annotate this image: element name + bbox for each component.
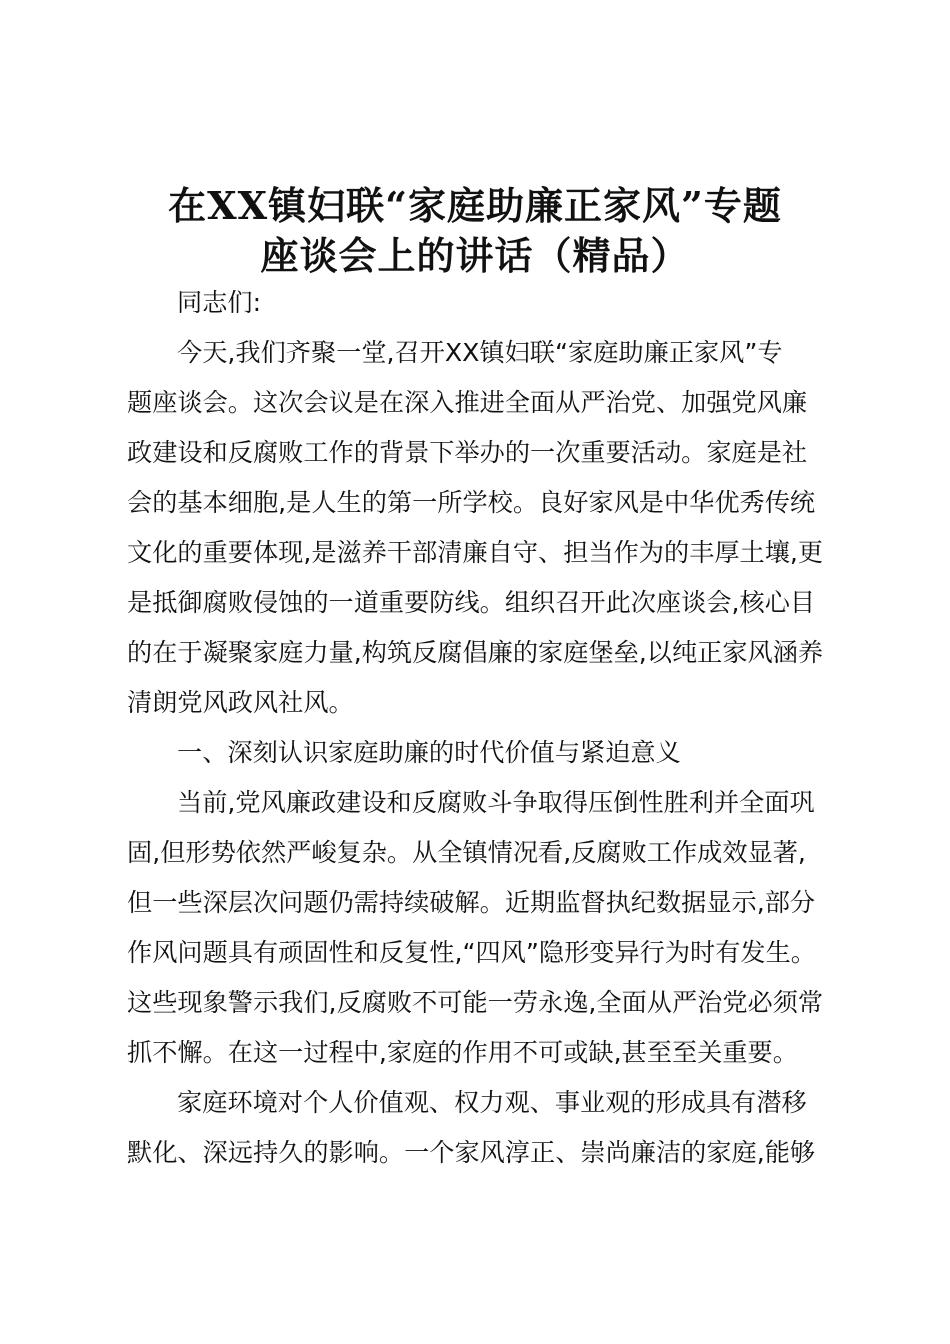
salutation: 同志们: [177, 288, 262, 317]
paragraph-1-line: 政建设和反腐败工作的背景下举办的一次重要活动。家庭是社 [127, 438, 808, 467]
document-title-line-2: 座谈会上的讲话（精品） [260, 233, 690, 278]
paragraph-1-line: 会的基本细胞,是人生的第一所学校。良好家风是中华优秀传统 [127, 488, 816, 517]
paragraph-1-line: 题座谈会。这次会议是在深入推进全面从严治党、加强党风廉 [127, 388, 808, 417]
paragraph-2-line: 但一些深层次问题仍需持续破解。近期监督执纪数据显示,部分 [127, 888, 816, 917]
paragraph-2-line: 固,但形势依然严峻复杂。从全镇情况看,反腐败工作成效显著, [127, 838, 806, 867]
paragraph-3-line: 默化、深远持久的影响。一个家风淳正、崇尚廉洁的家庭,能够 [127, 1138, 816, 1167]
paragraph-2-line: 这些现象警示我们,反腐败不可能一劳永逸,全面从严治党必须常 [127, 988, 824, 1017]
paragraph-2-line: 作风问题具有顽固性和反复性,“四风”隐形变异行为时有发生。 [127, 938, 816, 967]
paragraph-1-line: 是抵御腐败侵蚀的一道重要防线。组织召开此次座谈会,核心目 [127, 588, 816, 617]
paragraph-2-line: 当前,党风廉政建设和反腐败斗争取得压倒性胜利并全面巩 [177, 788, 815, 817]
paragraph-1-line: 文化的重要体现,是滋养干部清廉自守、担当作为的丰厚土壤,更 [127, 538, 824, 567]
paragraph-1-line: 的在于凝聚家庭力量,构筑反腐倡廉的家庭堡垒,以纯正家风涵养 [127, 638, 824, 667]
document-title-line-1: 在XX镇妇联“家庭助廉正家风”专题 [168, 183, 782, 228]
paragraph-1-line: 今天,我们齐聚一堂,召开XX镇妇联“家庭助廉正家风”专 [177, 338, 783, 367]
paragraph-1-line: 清朗党风政风社风。 [127, 688, 354, 717]
paragraph-3-line: 家庭环境对个人价值观、权力观、事业观的形成具有潜移 [177, 1088, 807, 1117]
section-heading-1: 一、深刻认识家庭助廉的时代价值与紧迫意义 [177, 738, 681, 767]
paragraph-2-line: 抓不懈。在这一过程中,家庭的作用不可或缺,甚至至关重要。 [127, 1038, 798, 1067]
